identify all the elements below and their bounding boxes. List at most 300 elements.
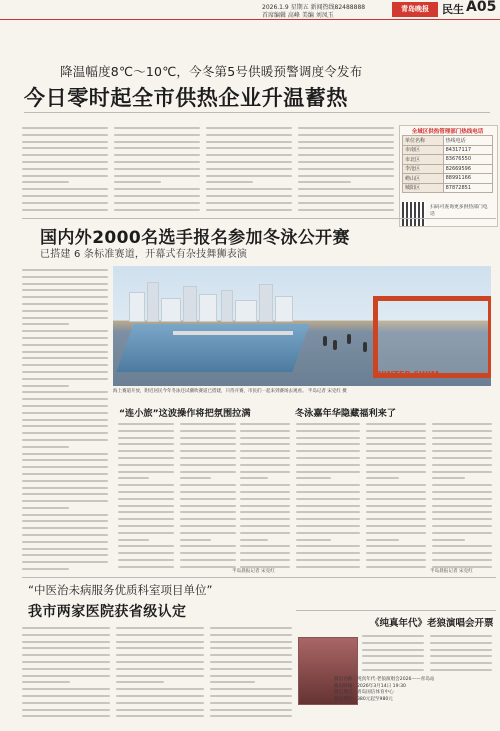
story3-headline: 我市两家医院获省级认定	[28, 604, 187, 620]
story3-column-2	[116, 624, 204, 722]
text-line	[22, 511, 108, 518]
text-line	[432, 454, 492, 461]
text-line	[116, 665, 204, 672]
text-line	[22, 185, 108, 192]
section-title: 民生	[442, 3, 464, 16]
text-line	[206, 192, 292, 199]
text-line	[296, 468, 360, 475]
text-line	[22, 172, 108, 179]
photo-caption: 海上赛道开放，附近居民今年冬泳还试潮吹赛道已搭建，只待开赛，市民们一起来到赛场去观看。 半岛记者 宋克红 摄	[113, 389, 347, 394]
story2-top-rule	[22, 218, 496, 219]
text-line	[22, 524, 108, 531]
text-line	[430, 666, 492, 673]
text-line	[240, 515, 290, 522]
text-line	[114, 131, 200, 138]
text-line	[180, 502, 236, 509]
text-line	[430, 639, 492, 646]
table-cell: 83676550	[443, 155, 492, 165]
text-line	[22, 395, 108, 402]
text-line	[180, 529, 236, 536]
table-row	[403, 155, 493, 165]
text-line	[432, 420, 492, 427]
text-line	[210, 699, 292, 706]
text-line	[298, 131, 394, 138]
text-line	[366, 536, 399, 543]
story2-column-6	[366, 420, 426, 570]
text-line	[114, 178, 161, 185]
text-line	[240, 468, 290, 475]
text-line	[296, 529, 360, 536]
text-line	[240, 529, 290, 536]
story1-rule	[24, 112, 490, 113]
story1-headline: 今日零时起全市供热企业升温蓄热	[24, 86, 348, 110]
text-line	[430, 632, 492, 639]
text-line	[296, 440, 360, 447]
table-cell: 82669596	[443, 164, 492, 174]
person	[333, 340, 337, 350]
person	[363, 342, 367, 352]
text-line	[118, 461, 174, 468]
text-line	[22, 699, 110, 706]
text-line	[430, 652, 492, 659]
text-line	[366, 420, 426, 427]
text-line	[298, 144, 394, 151]
text-line	[116, 624, 204, 631]
story4-column-1	[362, 632, 424, 676]
text-line	[296, 563, 360, 570]
building	[221, 290, 233, 322]
text-line	[180, 549, 236, 556]
text-line	[22, 307, 108, 314]
text-line	[362, 632, 424, 639]
pier	[173, 331, 293, 335]
text-line	[22, 558, 108, 565]
info-line: 演出地点：青岛国信体育中心	[334, 690, 394, 695]
newspaper-logo: 青岛晚报	[392, 2, 438, 17]
text-line	[22, 504, 69, 511]
text-line	[240, 440, 290, 447]
text-line	[240, 495, 290, 502]
text-line	[366, 508, 426, 515]
page-number: A05	[466, 0, 497, 15]
text-line	[210, 706, 292, 713]
text-line	[240, 481, 290, 488]
hotline-box-title: 全域区供热管理部门热线电话	[411, 129, 484, 135]
person	[323, 336, 327, 346]
text-line	[366, 515, 426, 522]
text-line	[432, 434, 492, 441]
table-cell: 李沧区	[403, 164, 444, 174]
text-line	[180, 556, 236, 563]
text-line	[210, 672, 292, 679]
story3-column-3	[210, 624, 292, 722]
text-line	[432, 440, 492, 447]
text-line	[22, 470, 108, 477]
text-line	[296, 481, 360, 488]
text-line	[240, 502, 290, 509]
text-line	[206, 178, 253, 185]
text-line	[22, 644, 110, 651]
story4-top-rule	[296, 610, 496, 611]
text-line	[240, 474, 268, 481]
text-line	[206, 151, 292, 158]
text-line	[22, 388, 108, 395]
table-row	[403, 145, 493, 155]
text-line	[298, 165, 394, 172]
masthead-meta	[262, 4, 392, 20]
text-line	[240, 542, 290, 549]
text-line	[114, 124, 200, 131]
text-line	[22, 490, 108, 497]
text-line	[22, 422, 108, 429]
text-line	[22, 551, 108, 558]
event-banner	[373, 296, 491, 378]
story1-subtitle: 降温幅度8℃～10℃，今冬第5号供暖预警调度令发布	[60, 64, 363, 79]
story2-byline: 半岛晨报记者 宋克红	[232, 569, 275, 574]
info-line: 演出名称：纯真年代·老狼演唱会2026——青岛站	[334, 677, 435, 682]
text-line	[240, 447, 290, 454]
text-line	[366, 461, 426, 468]
text-line	[22, 361, 108, 368]
text-line	[114, 144, 200, 151]
story2-subtitle: 已搭建 6 条标准赛道，开幕式有杂技舞狮表演	[40, 249, 248, 260]
text-line	[118, 440, 174, 447]
text-line	[362, 652, 424, 659]
text-line	[22, 712, 110, 719]
text-line	[296, 434, 360, 441]
text-line	[210, 678, 255, 685]
text-line	[432, 495, 492, 502]
text-line	[22, 409, 108, 416]
text-line	[298, 151, 394, 158]
text-line	[296, 427, 360, 434]
text-line	[118, 495, 174, 502]
text-line	[22, 658, 110, 665]
story1-column-3	[206, 124, 292, 216]
table-cell: 市北区	[403, 155, 444, 165]
text-line	[298, 199, 394, 206]
text-line	[206, 138, 292, 145]
text-line	[116, 699, 204, 706]
text-line	[180, 536, 211, 543]
hotline-table	[402, 135, 493, 193]
text-line	[22, 436, 108, 443]
text-line	[298, 158, 394, 165]
text-line	[114, 165, 200, 172]
text-line	[432, 549, 492, 556]
text-line	[22, 354, 108, 361]
table-row	[403, 183, 493, 193]
text-line	[116, 631, 204, 638]
text-line	[240, 549, 290, 556]
text-line	[298, 185, 394, 192]
story2-subhead-left: “连小旅”这波操作将把氛围拉满	[119, 408, 251, 419]
text-line	[22, 531, 108, 538]
text-line	[116, 672, 204, 679]
text-line	[118, 549, 174, 556]
text-line	[180, 440, 236, 447]
text-line	[22, 678, 70, 685]
text-line	[298, 172, 394, 179]
text-line	[22, 429, 108, 436]
text-line	[118, 488, 174, 495]
text-line	[22, 685, 110, 692]
text-line	[118, 454, 174, 461]
text-line	[210, 712, 292, 719]
text-line	[22, 375, 108, 382]
text-line	[432, 542, 492, 549]
text-line	[432, 481, 492, 488]
text-line	[22, 206, 108, 213]
text-line	[430, 659, 492, 666]
building	[183, 286, 197, 322]
text-line	[22, 624, 110, 631]
text-line	[22, 334, 108, 341]
text-line	[210, 631, 292, 638]
text-line	[22, 320, 69, 327]
text-line	[118, 427, 174, 434]
text-line	[210, 658, 292, 665]
table-cell: 市南区	[403, 145, 444, 155]
table-cell: 城阳区	[403, 183, 444, 193]
text-line	[210, 692, 292, 699]
text-line	[366, 522, 426, 529]
text-line	[180, 468, 236, 475]
text-line	[240, 536, 268, 543]
text-line	[362, 659, 424, 666]
date-hotline: 2026.1.9 星期五 新闻热线82488888	[262, 4, 366, 11]
text-line	[362, 646, 424, 653]
text-line	[22, 158, 108, 165]
text-line	[240, 461, 290, 468]
info-line: 演出票价：380元起至980元	[334, 696, 393, 702]
building	[161, 298, 181, 322]
text-line	[118, 522, 174, 529]
text-line	[366, 502, 426, 509]
text-line	[116, 685, 204, 692]
text-line	[180, 481, 236, 488]
text-line	[298, 124, 394, 131]
text-line	[180, 515, 236, 522]
text-line	[432, 447, 492, 454]
text-line	[362, 666, 424, 673]
story2-subhead-right: 冬泳嘉年华隐藏福利来了	[295, 408, 397, 419]
text-line	[22, 266, 108, 273]
building	[259, 284, 273, 322]
text-line	[22, 565, 69, 572]
text-line	[114, 206, 200, 213]
text-line	[366, 556, 426, 563]
text-line	[296, 447, 360, 454]
text-line	[432, 474, 465, 481]
text-line	[240, 434, 290, 441]
text-line	[22, 545, 108, 552]
text-line	[22, 314, 108, 321]
text-line	[22, 402, 108, 409]
text-line	[366, 427, 426, 434]
table-row	[403, 174, 493, 184]
text-line	[22, 144, 108, 151]
text-line	[432, 508, 492, 515]
text-line	[118, 434, 174, 441]
text-line	[114, 199, 200, 206]
text-line	[180, 542, 236, 549]
story4-headline: 《纯真年代》老狼演唱会开票	[370, 618, 494, 629]
text-line	[118, 556, 174, 563]
text-line	[114, 151, 200, 158]
text-line	[22, 327, 108, 334]
text-line	[116, 706, 204, 713]
text-line	[210, 644, 292, 651]
text-line	[22, 124, 108, 131]
table-cell: 崂山区	[403, 174, 444, 184]
text-line	[116, 658, 204, 665]
text-line	[22, 443, 69, 450]
text-line	[22, 450, 108, 457]
text-line	[180, 508, 236, 515]
text-line	[22, 706, 110, 713]
text-line	[180, 522, 236, 529]
text-line	[432, 529, 492, 536]
person	[347, 334, 351, 344]
text-line	[362, 639, 424, 646]
text-line	[366, 440, 426, 447]
text-line	[240, 508, 290, 515]
text-line	[180, 461, 236, 468]
table-row	[403, 136, 493, 146]
text-line	[22, 651, 110, 658]
text-line	[366, 495, 426, 502]
story1-column-4	[298, 124, 394, 216]
text-line	[22, 382, 69, 389]
text-line	[114, 172, 200, 179]
text-line	[22, 300, 108, 307]
text-line	[118, 508, 174, 515]
building	[235, 300, 257, 322]
text-line	[206, 131, 292, 138]
story1-column-1	[22, 124, 108, 216]
text-line	[366, 447, 426, 454]
text-line	[180, 427, 236, 434]
text-line	[432, 461, 492, 468]
text-line	[22, 517, 108, 524]
text-line	[296, 508, 360, 515]
story2-column-7	[432, 420, 492, 570]
text-line	[118, 447, 174, 454]
text-line	[206, 158, 292, 165]
text-line	[22, 131, 108, 138]
table-header-cell: 热线电话	[443, 136, 492, 146]
text-line	[22, 416, 108, 423]
story3-subtitle: “中医治未病服务优质科室项目单位”	[28, 583, 213, 597]
story4-column-2	[430, 632, 492, 676]
text-line	[114, 192, 200, 199]
text-line	[180, 474, 211, 481]
text-line	[298, 192, 394, 199]
text-line	[296, 502, 360, 509]
text-line	[206, 199, 292, 206]
text-line	[206, 165, 292, 172]
text-line	[298, 178, 351, 185]
table-cell: 84317117	[443, 145, 492, 155]
text-line	[296, 522, 360, 529]
text-line	[118, 481, 174, 488]
story3-top-rule	[22, 577, 496, 578]
table-cell: 88991166	[443, 174, 492, 184]
text-line	[210, 624, 292, 631]
text-line	[22, 348, 108, 355]
text-line	[116, 651, 204, 658]
text-line	[240, 427, 290, 434]
event-banner-text: WINTER SWIM	[375, 370, 439, 379]
text-line	[240, 454, 290, 461]
text-line	[430, 646, 492, 653]
text-line	[22, 286, 108, 293]
text-line	[296, 542, 360, 549]
text-line	[118, 529, 174, 536]
text-line	[22, 199, 108, 206]
text-line	[206, 185, 292, 192]
text-line	[22, 463, 108, 470]
text-line	[22, 192, 108, 199]
text-line	[22, 484, 108, 491]
text-line	[118, 563, 174, 570]
table-cell: 87872851	[443, 183, 492, 193]
text-line	[296, 420, 360, 427]
text-line	[432, 515, 492, 522]
text-line	[116, 692, 204, 699]
text-line	[432, 522, 492, 529]
story1-column-2	[114, 124, 200, 216]
text-line	[22, 368, 108, 375]
text-line	[298, 206, 394, 213]
text-line	[114, 158, 200, 165]
text-line	[366, 563, 426, 570]
text-line	[22, 341, 108, 348]
text-line	[22, 638, 110, 645]
story2-column-1	[22, 266, 108, 572]
story2-column-5	[296, 420, 360, 570]
text-line	[210, 638, 292, 645]
text-line	[118, 468, 174, 475]
story3-column-1	[22, 624, 110, 722]
text-line	[22, 178, 69, 185]
text-line	[366, 549, 426, 556]
qr-code-icon[interactable]	[402, 202, 426, 226]
winter-swim-photo	[113, 266, 491, 386]
text-line	[206, 172, 292, 179]
text-line	[180, 420, 236, 427]
text-line	[366, 542, 426, 549]
text-line	[180, 454, 236, 461]
text-line	[118, 420, 174, 427]
text-line	[22, 293, 108, 300]
text-line	[210, 665, 292, 672]
text-line	[432, 502, 492, 509]
text-line	[240, 522, 290, 529]
text-line	[206, 144, 292, 151]
text-line	[206, 206, 292, 213]
text-line	[118, 502, 174, 509]
text-line	[22, 538, 108, 545]
text-line	[22, 672, 110, 679]
text-line	[366, 434, 426, 441]
text-line	[296, 474, 331, 481]
text-line	[366, 468, 426, 475]
text-line	[180, 447, 236, 454]
header-divider	[0, 19, 500, 20]
text-line	[22, 138, 108, 145]
